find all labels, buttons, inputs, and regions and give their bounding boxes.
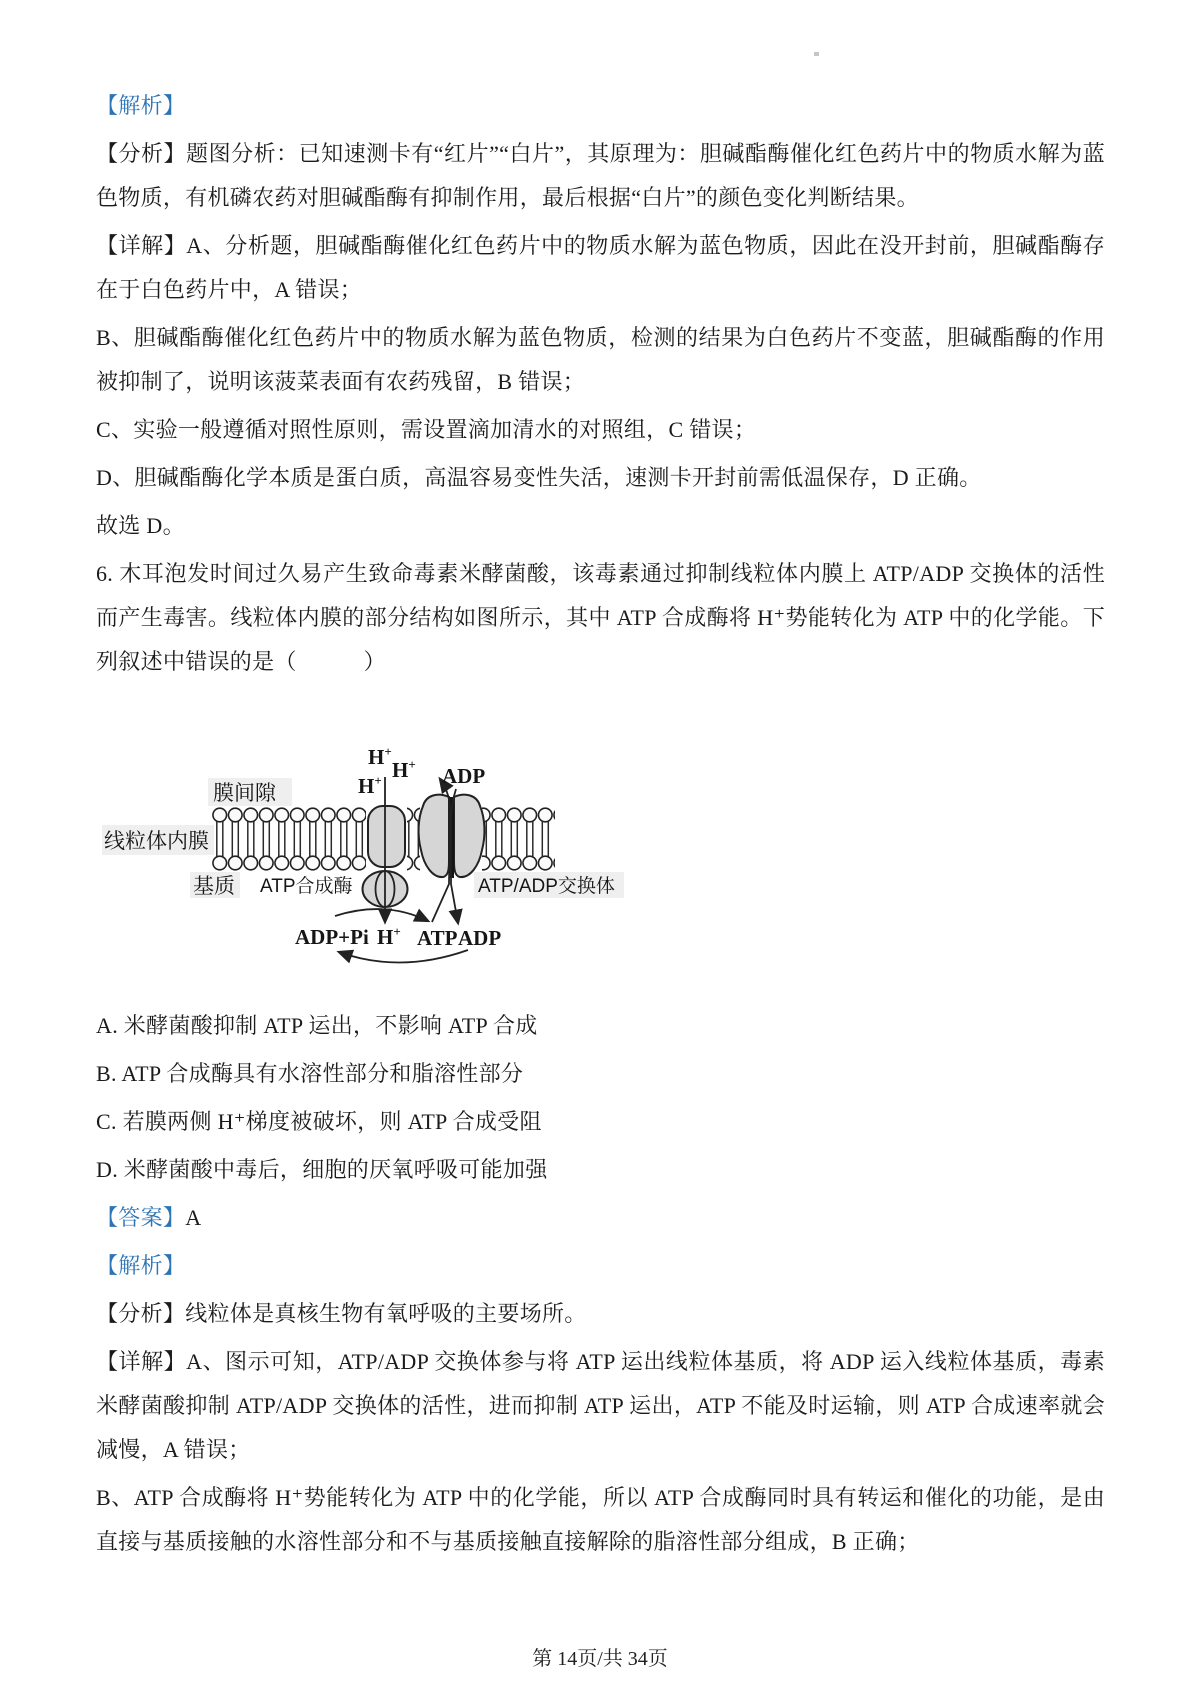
analysis-intro-1: 【分析】题图分析：已知速测卡有“红片”“白片”，其原理为：胆碱酯酶催化红色药片中的物质水解为蓝色物质，有机磷农药对胆碱酯酶有抑制作用，最后根据“白片”的颜色变化判断结果。: [96, 141, 1105, 210]
adp-recycle-arc: [339, 950, 468, 963]
conclusion-1: 故选 D。: [96, 513, 185, 538]
analysis-header-label: 【解析】: [96, 1253, 186, 1278]
answer-line: [96, 1196, 1105, 1240]
explanation-a-1: 【详解】A、分析题，胆碱酯酶催化红色药片中的物质水解为蓝色物质，因此在没开封前，胆碱酯酶存在于白色药片中，A 错误；: [96, 233, 1105, 302]
answer-header-label: 【答案】: [96, 1205, 186, 1230]
matrix-label: 基质: [193, 875, 235, 898]
question6-stem: 6. 木耳泡发时间过久易产生致命毒素米酵菌酸，该毒素通过抑制线粒体内膜上 ATP/ADP 交换体的活性而产生毒害。线粒体内膜的部分结构如图所示，其中 ATP 合成酶将 H⁺势能转化为 ATP 中的化学能。下列叙述中错误的是（ ）: [96, 561, 1105, 674]
analysis-intro-2: 【分析】线粒体是真核生物有氧呼吸的主要场所。: [96, 1301, 587, 1326]
intermembrane-space-label: 膜间隙: [213, 782, 276, 805]
explanation-b-1: B、胆碱酯酶催化红色药片中的物质水解为蓝色物质，检测的结果为白色药片不变蓝，胆碱酯酶的作用被抑制了，说明该菠菜表面有农药残留，B 错误；: [96, 325, 1105, 394]
mitochondria-membrane-diagram: [90, 694, 660, 982]
explanation-a-2: 【详解】A、图示可知，ATP/ADP 交换体参与将 ATP 运出线粒体基质，将 ADP 运入线粒体基质，毒素米酵菌酸抑制 ATP/ADP 交换体的活性，进而抑制 ATP 运出，ATP 不能及时运输，则 ATP 合成速率就会减慢，A 错误；: [96, 1349, 1105, 1462]
inner-membrane-label: 线粒体内膜: [104, 830, 209, 853]
option-c: C. 若膜两侧 H⁺梯度被破坏，则 ATP 合成受阻: [96, 1109, 542, 1134]
explanation-b-2: B、ATP 合成酶将 H⁺势能转化为 ATP 中的化学能，所以 ATP 合成酶同时具有转运和催化的功能，是由直接与基质接触的水溶性部分和不与基质接触直接解除的脂溶性部分组成，B 正确；: [96, 1485, 1105, 1554]
h-plus-label: H+: [358, 773, 382, 798]
h-plus-bottom-label: H+: [377, 924, 401, 949]
explanation-c-1: C、实验一般遵循对照性原则，需设置滴加清水的对照组，C 错误；: [96, 417, 757, 442]
option-a: A. 米酵菌酸抑制 ATP 运出，不影响 ATP 合成: [96, 1013, 538, 1038]
page-footer: 第 14页/共 34页: [532, 1648, 668, 1670]
analysis-header-2: [96, 1244, 1105, 1288]
atp-synthase-label: ATP合成酶: [260, 876, 353, 897]
analysis-header-label: 【解析】: [96, 93, 186, 118]
analysis-header-1: [96, 84, 1105, 128]
atp-bottom-label: ATP: [417, 926, 458, 950]
adp-top-label: ADP: [442, 764, 486, 788]
atp-adp-exchanger-label: ATP/ADP交换体: [478, 876, 615, 897]
option-b: B. ATP 合成酶具有水溶性部分和脂溶性部分: [96, 1061, 524, 1086]
h-plus-label: H+: [392, 757, 416, 782]
explanation-d-1: D、胆碱酯酶化学本质是蛋白质，高温容易变性失活，速测卡开封前需低温保存，D 正确。: [96, 465, 982, 490]
option-d: D. 米酵菌酸中毒后，细胞的厌氧呼吸可能加强: [96, 1157, 548, 1182]
h-plus-label: H+: [368, 744, 392, 769]
scan-artifact-dot: [814, 52, 819, 56]
adp-pi-label: ADP+Pi: [295, 925, 369, 949]
adp-to-atp-arc: [335, 909, 428, 921]
answer-value: A: [185, 1205, 202, 1230]
adp-bottom-label: ADP: [458, 926, 502, 950]
